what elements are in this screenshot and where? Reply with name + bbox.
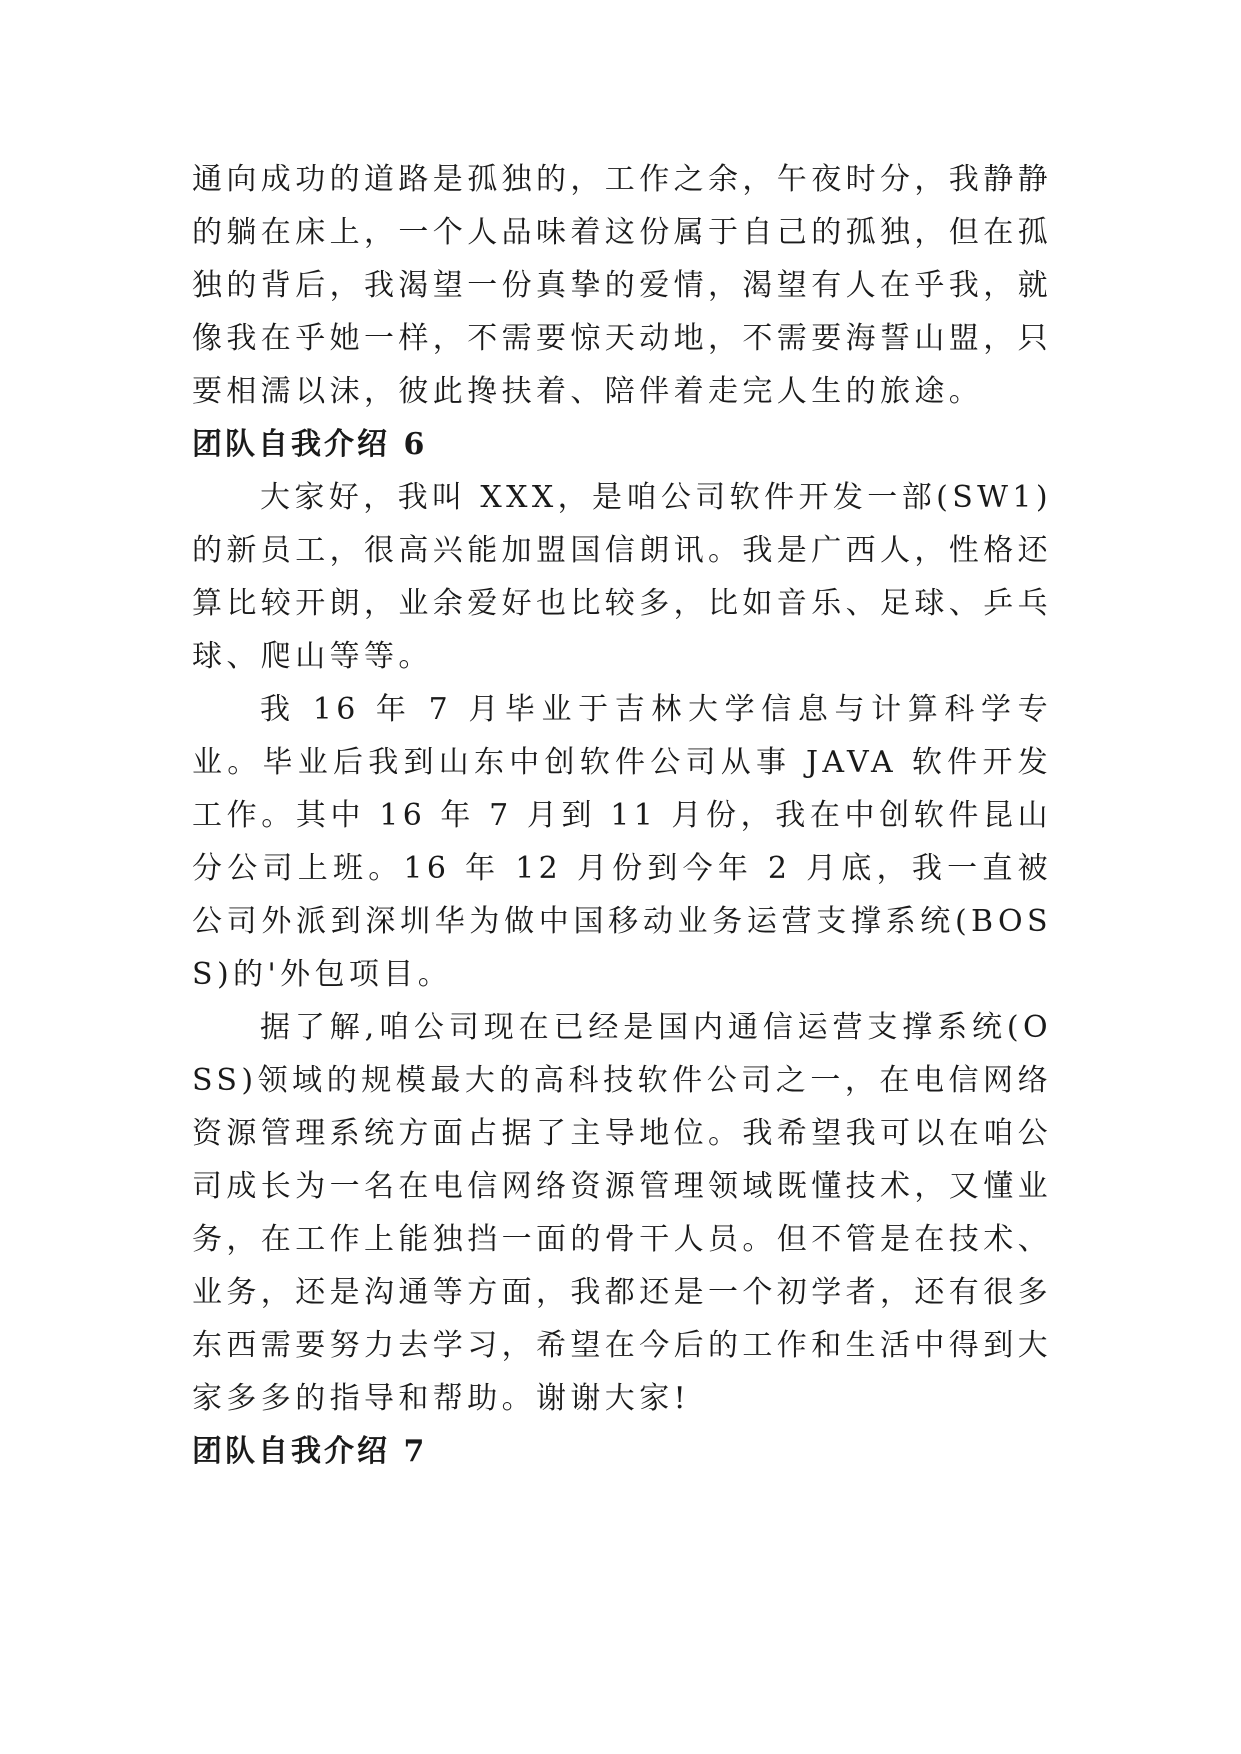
paragraph-closing-reflection: 通向成功的道路是孤独的，工作之余，午夜时分，我静静的躺在床上，一个人品味着这份属于自己的孤独，但在孤独的背后，我渴望一份真挚的爱情，渴望有人在乎我，就像我在乎她一样，不需要惊天动地，不需要海誓山盟，只要相濡以沫，彼此搀扶着、陪伴着走完人生的旅途。 [192, 162, 1052, 409]
paragraph-greeting: 大家好，我叫 XXX，是咱公司软件开发一部(SW1)的新员工，很高兴能加盟国信朗讯。我是广西人，性格还算比较开朗，业余爱好也比较多，比如音乐、足球、乒乓球、爬山等等。 [192, 480, 1052, 674]
section-heading-6: 团队自我介绍 6 [192, 427, 428, 462]
paragraph-education-experience: 我 16 年 7 月毕业于吉林大学信息与计算科学专业。毕业后我到山东中创软件公司从事 JAVA 软件开发工作。其中 16 年 7 月到 11 月份，我在中创软件昆山分公司上班。16 年 12 月份到今年 2 月底，我一直被公司外派到深圳华为做中国移动业务运营支撑系统(BOSS)的'外包项目。 [192, 692, 1052, 992]
section-heading-7: 团队自我介绍 7 [192, 1434, 428, 1469]
document-body [192, 153, 1052, 1478]
paragraph-company-goals: 据了解,咱公司现在已经是国内通信运营支撑系统(OSS)领域的规模最大的高科技软件公司之一，在电信网络资源管理系统方面占据了主导地位。我希望我可以在咱公司成长为一名在电信网络资源管理领域既懂技术，又懂业务，在工作上能独挡一面的骨干人员。但不管是在技术、业务，还是沟通等方面，我都还是一个初学者，还有很多东西需要努力去学习，希望在今后的工作和生活中得到大家多多的指导和帮助。谢谢大家! [192, 1010, 1052, 1416]
